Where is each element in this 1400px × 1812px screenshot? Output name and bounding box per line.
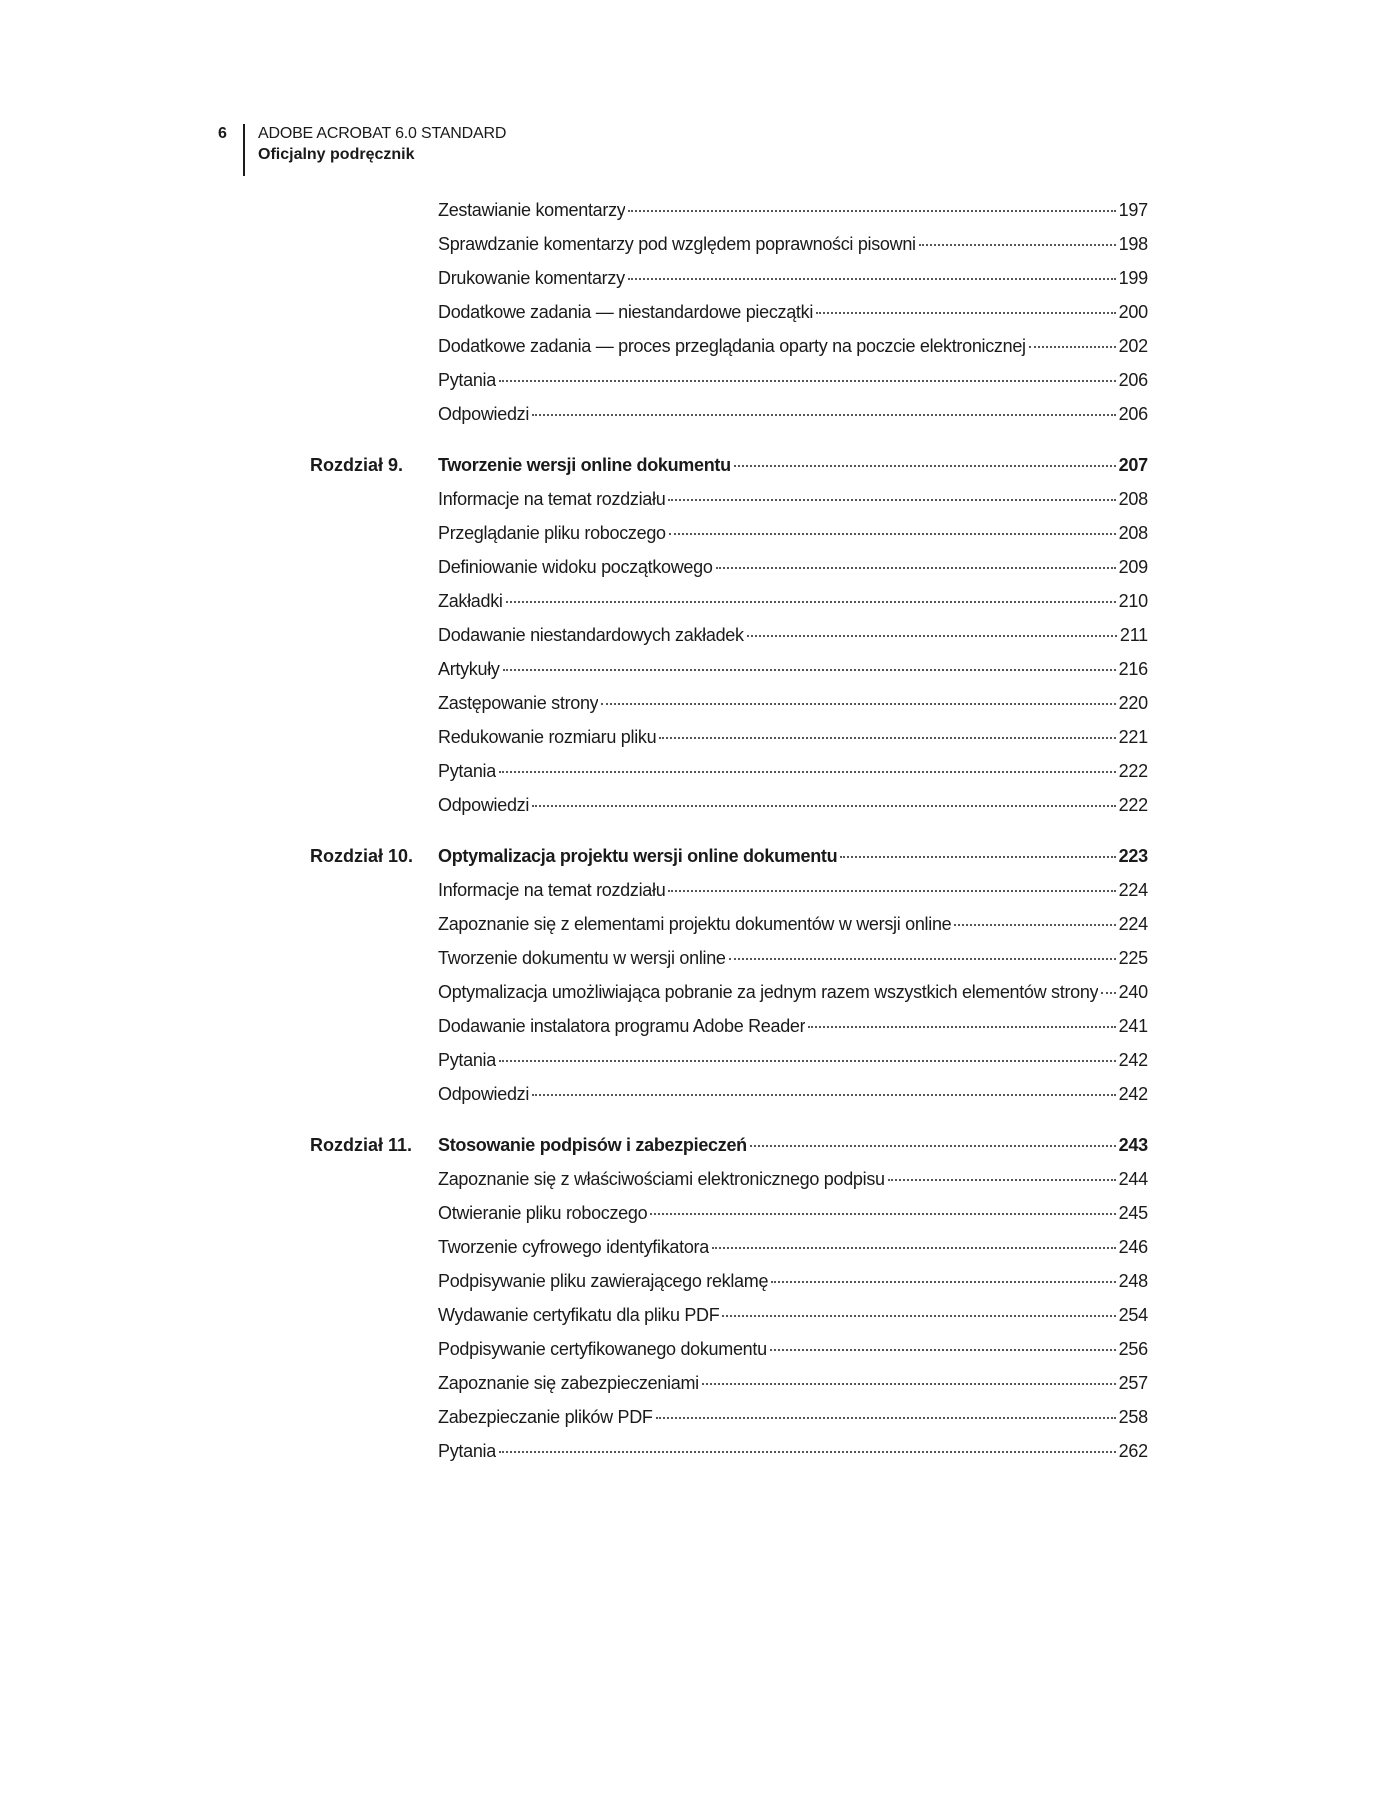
toc-entry-page: 241: [1118, 1016, 1148, 1036]
toc-entry[interactable]: [438, 193, 1148, 227]
toc-entry-title: Odpowiedzi: [438, 404, 530, 424]
toc-entry-title: Dodawanie instalatora programu Adobe Reader: [438, 1016, 806, 1036]
dot-leader: [712, 1247, 1116, 1249]
header-text: [258, 124, 506, 166]
toc-entry-title: Redukowanie rozmiaru pliku: [438, 727, 657, 747]
toc-entry[interactable]: [438, 975, 1148, 1009]
toc-entry-title: Zakładki: [438, 591, 503, 611]
toc-entry-title: Informacje na temat rozdziału: [438, 880, 666, 900]
toc-entry[interactable]: [438, 1332, 1148, 1366]
toc-entry-title: Przeglądanie pliku roboczego: [438, 523, 666, 543]
toc-entry-page: 216: [1118, 659, 1148, 679]
dot-leader: [668, 890, 1115, 892]
toc-entry[interactable]: [438, 1077, 1148, 1111]
toc-entry-page: 208: [1118, 523, 1148, 543]
dot-leader: [628, 278, 1116, 280]
dot-leader: [499, 380, 1116, 382]
toc-entry[interactable]: [438, 1434, 1148, 1468]
toc-entry[interactable]: [438, 754, 1148, 788]
dot-leader: [816, 312, 1116, 314]
toc-entries: [438, 448, 1148, 822]
dot-leader: [1029, 346, 1116, 348]
toc-entry[interactable]: [438, 1043, 1148, 1077]
toc-entry-title: Sprawdzanie komentarzy pod względem poprawności pisowni: [438, 234, 916, 254]
dot-leader: [888, 1179, 1116, 1181]
toc-entry-title: Dodatkowe zadania — proces przeglądania oparty na poczcie elektronicznej: [438, 336, 1026, 356]
dot-leader: [503, 669, 1116, 671]
toc-entry-title: Tworzenie dokumentu w wersji online: [438, 948, 726, 968]
toc-entry-page: 244: [1118, 1169, 1148, 1189]
dot-leader: [669, 533, 1116, 535]
toc-entry[interactable]: [438, 873, 1148, 907]
toc-entry[interactable]: [438, 295, 1148, 329]
toc-entry-page: 210: [1118, 591, 1148, 611]
toc-entry-page: 200: [1118, 302, 1148, 322]
toc-entry[interactable]: [438, 482, 1148, 516]
toc-entry-page: 256: [1118, 1339, 1148, 1359]
dot-leader: [771, 1281, 1115, 1283]
toc-entry[interactable]: [438, 516, 1148, 550]
toc-entry-title: Artykuły: [438, 659, 500, 679]
dot-leader: [668, 499, 1115, 501]
toc-entry-title: Informacje na temat rozdziału: [438, 489, 666, 509]
header-divider: [243, 124, 245, 176]
toc-entry-title: Definiowanie widoku początkowego: [438, 557, 713, 577]
dot-leader: [499, 1060, 1116, 1062]
dot-leader: [808, 1026, 1115, 1028]
toc-entry-page: 258: [1118, 1407, 1148, 1427]
toc-entry[interactable]: [438, 329, 1148, 363]
dot-leader: [650, 1213, 1115, 1215]
book-title: ADOBE ACROBAT 6.0 STANDARD: [258, 125, 507, 142]
toc-entry[interactable]: [438, 1298, 1148, 1332]
toc-entry[interactable]: [438, 227, 1148, 261]
toc-entry-page: 242: [1118, 1050, 1148, 1070]
toc-entry-page: 224: [1118, 880, 1148, 900]
toc-entry[interactable]: [438, 618, 1148, 652]
toc-chapter-title[interactable]: [438, 839, 1148, 873]
book-subtitle: Oficjalny podręcznik: [258, 146, 415, 163]
toc-entry-page: 199: [1118, 268, 1148, 288]
toc-entry[interactable]: [438, 941, 1148, 975]
dot-leader: [954, 924, 1115, 926]
toc-entry[interactable]: [438, 1196, 1148, 1230]
chapter-label: Rozdział 11.: [310, 1135, 413, 1155]
toc-entry-title: Pytania: [438, 1050, 496, 1070]
toc-entries: [438, 193, 1148, 431]
toc-entry-page: 206: [1118, 370, 1148, 390]
toc-entry-page: 222: [1118, 795, 1148, 815]
toc-entry-title: Dodawanie niestandardowych zakładek: [438, 625, 744, 645]
toc-entry[interactable]: [438, 261, 1148, 295]
toc-entry-page: 224: [1118, 914, 1148, 934]
page-number: 6: [218, 125, 227, 142]
toc-entry-page: 240: [1118, 982, 1148, 1002]
toc-entry-title: Tworzenie cyfrowego identyfikatora: [438, 1237, 709, 1257]
toc-entry-title: Drukowanie komentarzy: [438, 268, 625, 288]
toc-entry[interactable]: [438, 363, 1148, 397]
toc-entry[interactable]: [438, 652, 1148, 686]
toc-entry-page: 254: [1118, 1305, 1148, 1325]
dot-leader: [601, 703, 1115, 705]
dot-leader: [499, 771, 1116, 773]
toc-entry[interactable]: [438, 397, 1148, 431]
toc-entry-title: Podpisywanie certyfikowanego dokumentu: [438, 1339, 767, 1359]
toc-entry-title: Podpisywanie pliku zawierającego reklamę: [438, 1271, 769, 1291]
chapter-label: Rozdział 9.: [310, 455, 404, 475]
dot-leader: [702, 1383, 1116, 1385]
dot-leader: [499, 1451, 1116, 1453]
toc-entry[interactable]: [438, 788, 1148, 822]
toc-entry-title: Tworzenie wersji online dokumentu: [438, 455, 731, 475]
toc-entry-title: Stosowanie podpisów i zabezpieczeń: [438, 1135, 747, 1155]
toc-entry[interactable]: [438, 1264, 1148, 1298]
toc-entry-page: 207: [1118, 455, 1148, 475]
toc-entry-title: Zapoznanie się z elementami projektu dokumentów w wersji online: [438, 914, 952, 934]
dot-leader: [919, 244, 1116, 246]
dot-leader: [659, 737, 1115, 739]
toc-entry-title: Zapoznanie się z właściwościami elektronicznego podpisu: [438, 1169, 885, 1189]
toc-entry-page: 257: [1118, 1373, 1148, 1393]
toc-entry[interactable]: [438, 550, 1148, 584]
toc-entry-title: Optymalizacja projektu wersji online dokumentu: [438, 846, 838, 866]
toc-entry-page: 206: [1118, 404, 1148, 424]
toc-section: [310, 448, 1150, 822]
dot-leader: [722, 1315, 1115, 1317]
toc-entry[interactable]: [438, 1162, 1148, 1196]
toc-entry-page: 246: [1118, 1237, 1148, 1257]
toc-entry-page: 208: [1118, 489, 1148, 509]
toc-entry-page: 220: [1118, 693, 1148, 713]
toc-entry-page: 202: [1118, 336, 1148, 356]
dot-leader: [716, 567, 1116, 569]
dot-leader: [770, 1349, 1116, 1351]
toc-section: [310, 193, 1150, 431]
toc-entry-page: 209: [1118, 557, 1148, 577]
dot-leader: [747, 635, 1117, 637]
toc-entry[interactable]: [438, 584, 1148, 618]
toc-entry-title: Zastępowanie strony: [438, 693, 599, 713]
toc-entry-title: Optymalizacja umożliwiająca pobranie za jednym razem wszystkich elementów strony: [438, 982, 1099, 1002]
dot-leader: [628, 210, 1115, 212]
toc-entry[interactable]: [438, 1009, 1148, 1043]
toc-entries: [438, 1128, 1148, 1468]
dot-leader: [729, 958, 1116, 960]
toc-entry-title: Zestawianie komentarzy: [438, 200, 626, 220]
toc-entry-page: 262: [1118, 1441, 1148, 1461]
toc-entry-title: Odpowiedzi: [438, 1084, 530, 1104]
toc-chapter-title[interactable]: [438, 448, 1148, 482]
toc-entry-page: 223: [1118, 846, 1148, 866]
toc-entry-page: 197: [1118, 200, 1148, 220]
toc-entry-title: Pytania: [438, 1441, 496, 1461]
toc-entry-page: 221: [1118, 727, 1148, 747]
toc-entry[interactable]: [438, 1230, 1148, 1264]
toc-section: [310, 1128, 1150, 1468]
dot-leader: [532, 1094, 1116, 1096]
toc-entry-title: Dodatkowe zadania — niestandardowe pieczątki: [438, 302, 814, 322]
toc-entry-title: Pytania: [438, 370, 496, 390]
toc-entry-title: Zabezpieczanie plików PDF: [438, 1407, 653, 1427]
dot-leader: [506, 601, 1116, 603]
dot-leader: [840, 856, 1115, 858]
toc-chapter-title[interactable]: [438, 1128, 1148, 1162]
dot-leader: [532, 414, 1116, 416]
toc-entry[interactable]: [438, 907, 1148, 941]
dot-leader: [656, 1417, 1116, 1419]
toc-entry-title: Zapoznanie się zabezpieczeniami: [438, 1373, 699, 1393]
toc-entry-page: 243: [1118, 1135, 1148, 1155]
table-of-contents: [310, 193, 1150, 1468]
toc-entry[interactable]: [438, 720, 1148, 754]
toc-entry-title: Odpowiedzi: [438, 795, 530, 815]
toc-entry-page: 248: [1118, 1271, 1148, 1291]
toc-entry-page: 198: [1118, 234, 1148, 254]
toc-entry-page: 242: [1118, 1084, 1148, 1104]
toc-entry-page: 225: [1118, 948, 1148, 968]
toc-entry-page: 222: [1118, 761, 1148, 781]
toc-entry[interactable]: [438, 1366, 1148, 1400]
toc-entry-title: Pytania: [438, 761, 496, 781]
toc-entry[interactable]: [438, 686, 1148, 720]
dot-leader: [1101, 992, 1115, 994]
toc-entry-page: 245: [1118, 1203, 1148, 1223]
toc-entry[interactable]: [438, 1400, 1148, 1434]
toc-entry-title: Otwieranie pliku roboczego: [438, 1203, 648, 1223]
chapter-label: Rozdział 10.: [310, 846, 414, 866]
dot-leader: [532, 805, 1116, 807]
toc-entry-page: 211: [1119, 625, 1148, 645]
toc-entries: [438, 839, 1148, 1111]
dot-leader: [734, 465, 1116, 467]
toc-entry-title: Wydawanie certyfikatu dla pliku PDF: [438, 1305, 720, 1325]
toc-section: [310, 839, 1150, 1111]
dot-leader: [750, 1145, 1116, 1147]
